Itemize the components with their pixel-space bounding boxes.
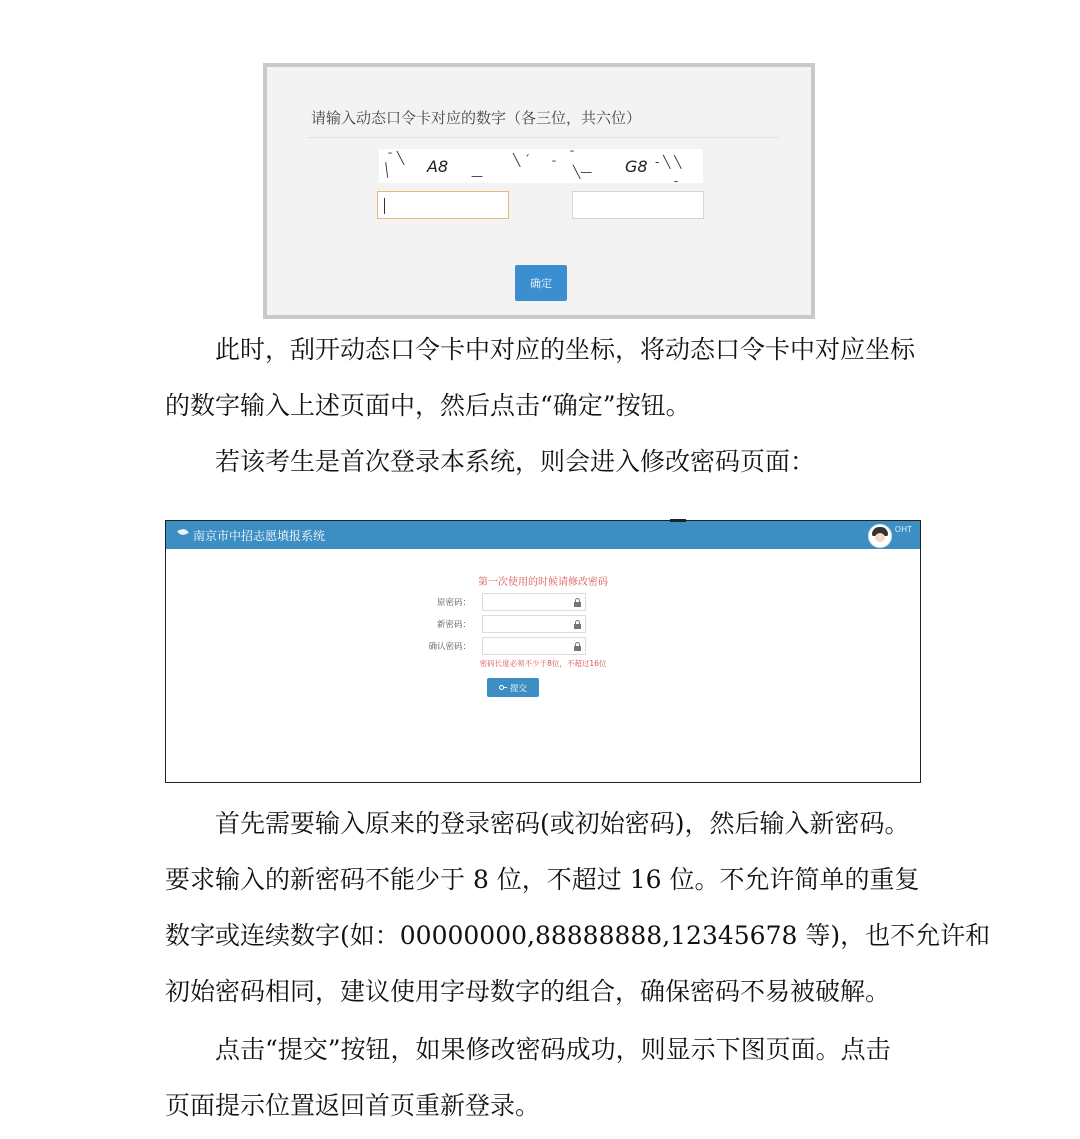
- app-header: [166, 521, 920, 549]
- avatar[interactable]: [868, 524, 892, 548]
- header-user-label[interactable]: OHT: [894, 525, 912, 534]
- avatar-face: [875, 533, 885, 542]
- paragraph: [165, 434, 925, 490]
- paragraph-line: 页面提示位置返回首页重新登录。: [165, 1091, 541, 1120]
- paragraph-line: 初始密码相同，建议使用字母数字的组合，确保密码不易被破解。: [165, 977, 891, 1006]
- divider: [307, 137, 779, 138]
- paragraph-line: 要求输入的新密码不能少于 8 位，不超过 16 位。不允许简单的重复: [165, 865, 920, 894]
- paragraph-line: 若该考生是首次登录本系统，则会进入修改密码页面：: [215, 447, 816, 476]
- leaf-icon: [177, 527, 188, 536]
- captcha-code-b: G8: [625, 157, 648, 176]
- old-password-row: [166, 593, 920, 611]
- paragraph: [165, 796, 991, 1020]
- captcha-noise: —: [471, 169, 483, 183]
- paragraph-line: 此时，刮开动态口令卡中对应的坐标，将动态口令卡中对应坐标: [215, 335, 916, 364]
- paragraph-line: 的数字输入上述页面中，然后点击“确定”按钮。: [165, 391, 691, 420]
- system-title: 南京市中招志愿填报系统: [193, 529, 326, 543]
- old-password-label: 原密码：: [436, 598, 471, 608]
- paragraph: [165, 1022, 925, 1134]
- new-password-row: [166, 615, 920, 633]
- confirm-button[interactable]: 确定: [515, 265, 567, 301]
- token-dialog-screenshot: [263, 63, 815, 319]
- text-caret: [384, 198, 385, 214]
- old-password-input[interactable]: [482, 593, 586, 611]
- captcha-noise: ˉ ╲: [387, 151, 405, 165]
- key-icon: [499, 685, 507, 691]
- captcha-noise: ╲—: [573, 165, 593, 179]
- code-input-a[interactable]: [377, 191, 509, 219]
- lock-icon: [574, 642, 581, 651]
- password-length-hint: 密码长度必须不少于8位，不超过16位: [479, 659, 607, 668]
- header-tab-marker: [670, 519, 686, 522]
- lock-icon: [574, 620, 581, 629]
- captcha-image-b: [569, 149, 703, 183]
- captcha-noise: ˉ: [569, 149, 575, 163]
- captcha-gap: [511, 149, 569, 183]
- new-password-label: 新密码：: [436, 620, 471, 630]
- confirm-password-input[interactable]: [482, 637, 586, 655]
- captcha-code-a: A8: [427, 157, 449, 176]
- paragraph-line: 点击“提交”按钮，如果修改密码成功，则显示下图页面。点击: [215, 1035, 891, 1064]
- captcha-noise: ╲ ˊ: [513, 153, 531, 167]
- captcha-noise: ╲: [380, 162, 393, 178]
- paragraph-line: 首先需要输入原来的登录密码(或初始密码)，然后输入新密码。: [215, 809, 910, 838]
- captcha-noise: - ╲ ╲: [655, 155, 682, 169]
- submit-label: 提交: [509, 683, 527, 694]
- paragraph: [165, 322, 925, 434]
- confirm-password-row: [166, 637, 920, 655]
- dialog-title: 请输入动态口令卡对应的数字（各三位，共六位）: [311, 109, 642, 127]
- lock-icon: [574, 598, 581, 607]
- submit-button[interactable]: [487, 678, 539, 697]
- password-heading: 第一次使用的时候请修改密码: [478, 577, 608, 588]
- token-dialog: [267, 67, 811, 315]
- captcha-noise: ˍ: [673, 169, 679, 183]
- captcha-noise: ˉ: [551, 159, 557, 173]
- paragraph-line: 数字或连续数字(如：00000000,88888888,12345678 等)，也不允许和: [165, 921, 991, 950]
- captcha-image-a: [379, 149, 511, 183]
- new-password-input[interactable]: [482, 615, 586, 633]
- confirm-password-label: 确认密码：: [428, 642, 471, 652]
- code-input-b[interactable]: [572, 191, 704, 219]
- password-change-screenshot: [165, 520, 921, 783]
